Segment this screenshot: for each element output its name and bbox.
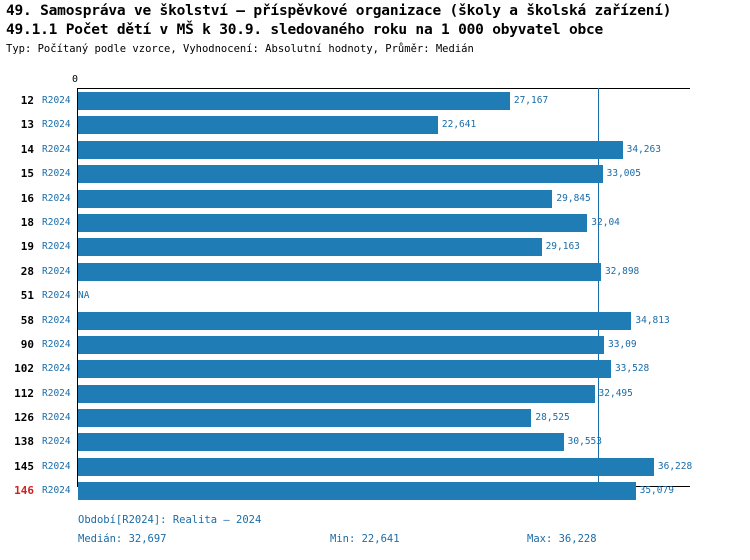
bar[interactable] [78, 238, 542, 256]
bar-container [78, 214, 750, 232]
bar[interactable] [78, 336, 604, 354]
axis-zero-label: 0 [72, 74, 79, 85]
bar-row-series-label: R2024 [42, 143, 71, 155]
bar-value-label: 30,553 [567, 436, 602, 448]
bar-container [78, 336, 750, 354]
plot-area [0, 74, 750, 498]
bar-row[interactable] [0, 211, 750, 235]
bar-row[interactable] [0, 235, 750, 259]
bar-container [78, 190, 750, 208]
bar-row-category: 14 [20, 142, 34, 156]
bar[interactable] [78, 92, 510, 110]
bar-row-category: 13 [20, 118, 34, 132]
bar-container [78, 238, 750, 256]
page-title-line2: 49.1.1 Počet dětí v MŠ k 30.9. sledovaného roku na 1 000 obyvatel obce [6, 22, 604, 38]
bar-rows [0, 89, 750, 504]
bar[interactable] [78, 116, 438, 134]
bar-row-category: 145 [14, 459, 34, 473]
bar-container [78, 141, 750, 159]
bar-row-series-label: R2024 [42, 436, 71, 448]
bar-row[interactable] [0, 309, 750, 333]
bar-row-series-label: R2024 [42, 168, 71, 180]
bar-row-category: 58 [20, 313, 34, 327]
bar-row-category: 102 [14, 362, 34, 376]
bar-row[interactable] [0, 357, 750, 381]
bar-row-series-label: R2024 [42, 216, 71, 228]
bar-container [78, 165, 750, 183]
bar-row-series-label: R2024 [42, 485, 71, 497]
bar-row-series-label: R2024 [42, 460, 71, 472]
bar-row[interactable] [0, 162, 750, 186]
bar-row-series-label: R2024 [42, 412, 71, 424]
bar-container [78, 482, 750, 500]
bar-row[interactable] [0, 187, 750, 211]
bar-value-na: NA [78, 290, 90, 302]
bar-row[interactable] [0, 260, 750, 284]
page-title-line1: 49. Samospráva ve školství – příspěvkové organizace (školy a školská zařízení) [6, 3, 672, 19]
bar-row-category: 28 [20, 264, 34, 278]
stat-median: Medián: 32,697 [78, 533, 167, 545]
bar-value-label: 35,079 [639, 485, 674, 497]
bar-row-category: 112 [14, 386, 34, 400]
bar[interactable] [78, 165, 603, 183]
bar[interactable] [78, 214, 587, 232]
page-subtitle: Typ: Počítaný podle vzorce, Vyhodnocení: Absolutní hodnoty, Průměr: Medián [6, 43, 474, 55]
bar-row-category: 18 [20, 215, 34, 229]
bar-value-label: 27,167 [513, 95, 549, 106]
bar-row-series-label: R2024 [42, 95, 71, 106]
bar-value-label: 34,813 [635, 314, 670, 326]
bar-row-category: 138 [14, 435, 34, 449]
bar-value-label: 22,641 [441, 119, 477, 131]
bar-row-series-label: R2024 [42, 387, 71, 399]
bar-value-label: 32,495 [598, 387, 633, 399]
bar-row-series-label: R2024 [42, 119, 71, 131]
bar-row-category: 15 [20, 167, 34, 181]
bar[interactable] [78, 360, 611, 378]
bar-row[interactable] [0, 333, 750, 357]
bar[interactable] [78, 190, 552, 208]
bar-row-series-label: R2024 [42, 265, 71, 277]
chart-footer [0, 500, 750, 560]
bar[interactable] [78, 433, 564, 451]
bar-row-series-label: R2024 [42, 192, 71, 204]
bar-row-series-label: R2024 [42, 290, 71, 302]
bar-row-series-label: R2024 [42, 314, 71, 326]
bar-value-label: 33,09 [608, 338, 637, 350]
bar-container [78, 433, 750, 451]
bar-row-series-label: R2024 [42, 338, 71, 350]
bar-value-label: 32,04 [591, 216, 620, 228]
bar[interactable] [78, 312, 631, 330]
bar-row-series-label: R2024 [42, 241, 71, 253]
bar-container [78, 458, 750, 476]
bar-value-label: 33,528 [614, 363, 650, 375]
bar[interactable] [78, 385, 595, 403]
bar-row-category: 12 [20, 94, 34, 107]
bar-row[interactable] [0, 455, 750, 479]
bar-row-category: 16 [20, 191, 34, 205]
bar-row[interactable] [0, 113, 750, 137]
bar-container [78, 409, 750, 427]
bar-container [78, 287, 750, 305]
bar-row[interactable] [0, 382, 750, 406]
bar-value-label: 28,525 [535, 412, 570, 424]
bar[interactable] [78, 458, 654, 476]
bar-container [78, 385, 750, 403]
bar-row-category: 51 [20, 289, 34, 303]
bar-row-category: 19 [20, 240, 34, 254]
stat-max: Max: 36,228 [527, 533, 597, 545]
bar-row-category: 126 [14, 411, 34, 425]
bar-value-label: 34,263 [626, 143, 661, 155]
bar-container [78, 312, 750, 330]
bar[interactable] [78, 141, 623, 159]
bar[interactable] [78, 263, 601, 281]
bar-row[interactable] [0, 406, 750, 430]
bar-row[interactable] [0, 89, 750, 113]
bar-row[interactable] [0, 138, 750, 162]
bar-container [78, 116, 750, 134]
bar-value-label: 29,845 [556, 192, 591, 204]
bar[interactable] [78, 482, 636, 500]
bar-value-label: 36,228 [657, 460, 693, 472]
bar-value-label: 29,163 [545, 241, 580, 253]
bar-row-category: 146 [14, 484, 34, 498]
bar-container [78, 92, 750, 110]
bar-row[interactable] [0, 284, 750, 308]
bar-value-label: 32,898 [604, 265, 640, 277]
legend-period-note: Období[R2024]: Realita – 2024 [78, 514, 262, 526]
bar-row-category: 90 [20, 337, 34, 351]
bar-container [78, 263, 750, 281]
bar-row[interactable] [0, 430, 750, 454]
bar[interactable] [78, 409, 531, 427]
bar-row-series-label: R2024 [42, 363, 71, 375]
bar-value-label: 33,005 [606, 168, 641, 180]
stat-min: Min: 22,641 [330, 533, 400, 545]
bar-container [78, 360, 750, 378]
